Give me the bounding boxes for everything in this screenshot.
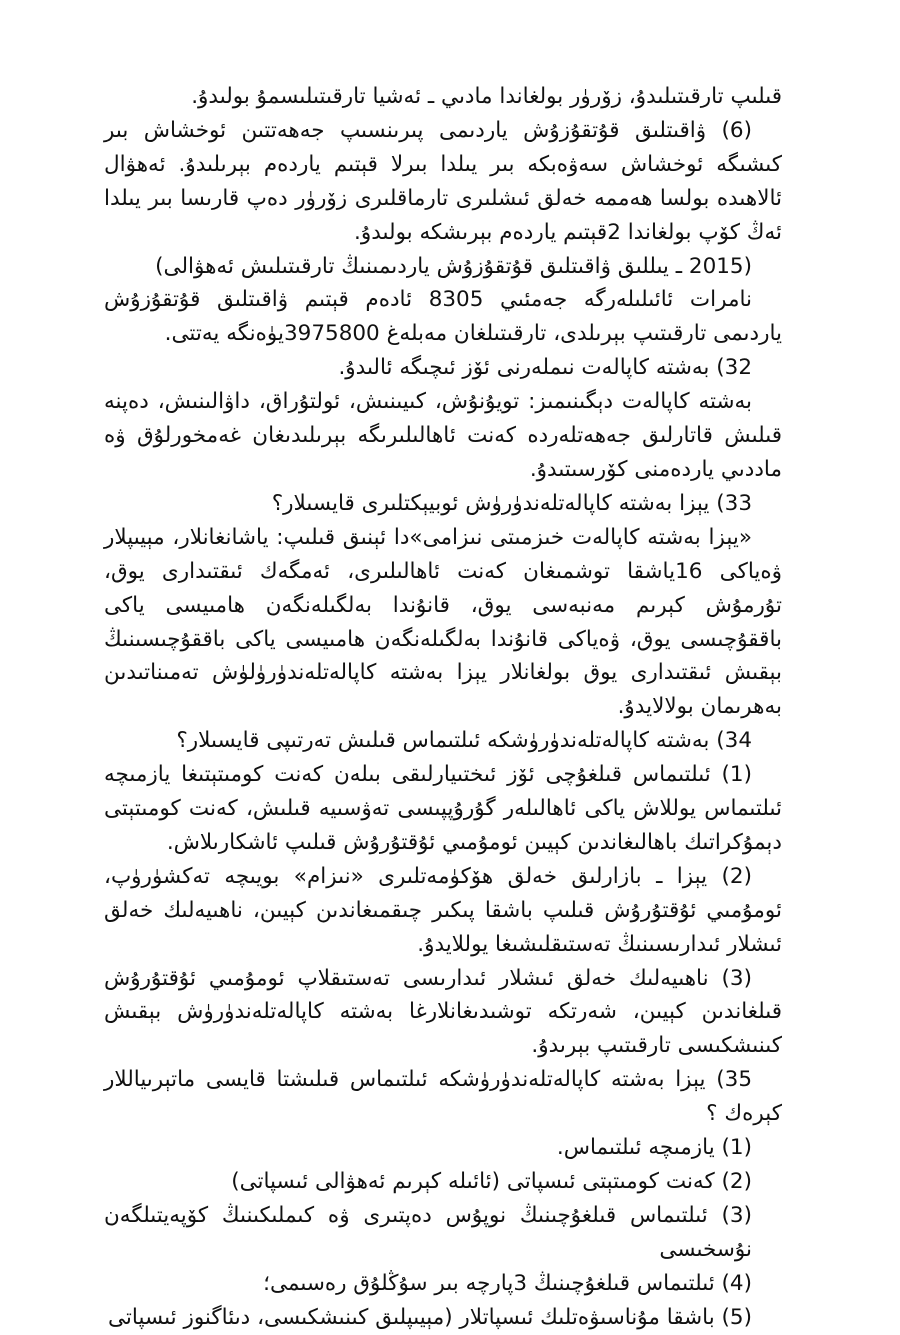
answer-35-item-3: (3) ئىلتىماس قىلغۇچىنىڭ نوپۇس دەپتىرى ۋە كىملىكىنىڭ كۆپەيتىلگەن نۇسخىسى (104, 1202, 752, 1262)
answer-35-item-1: (1) يازمىچە ئىلتىماس. (556, 1135, 752, 1161)
answer-33: «يېزا بەشتە كاپالەت خىزمىتى نىزامى»دا ئېنىق قىلىپ: ياشانغانلار، مېيىپلار ۋەياكى 16ياشقا توشمىغان كەنت ئاھالىلىرى، ئەمگەك ئىقتىدارى يوق، تۇرمۇش كېرىم مەنبەسى يوق، قانۇندا بەلگىلەنگەن ھامىيسى ياكى باققۇچىسى يوق، ۋەياكى قانۇندا بەلگىلەنگەن ھامىيسى ياكى باققۇچىسىنىڭ بېقىش ئىقتىدارى يوق بولغانلار يېزا بەشتە كاپالەتلەندۈرۈلۈش تەمىناتىدىن بەھرىمان بولالايدۇ. (104, 524, 783, 720)
question-35: 35) يېزا بەشتە كاپالەتلەندۈرۈشكە ئىلتىماس قىلىشتا قايسى ماتېرىياللار كېرەك ؟ (104, 1067, 782, 1127)
answer-35-item-4: (4) ئىلتىماس قىلغۇچىنىڭ 3پارچە بىر سۇڭلۇق رەسىمى؛ (263, 1270, 752, 1296)
document-page (104, 80, 783, 1330)
answer-35-item-5: (5) باشقا مۇناسىۋەتلىك ئىسپاتلار (مېيىپلىق كىنىشكىسى، دىئاگنوز ئىسپاتى (108, 1304, 752, 1330)
question-33: 33) يېزا بەشتە كاپالەتلەندۈرۈش ئوبيېكتلىرى قايسىلار؟ (271, 490, 752, 516)
paragraph-stats: نامرات ئائىلىلەرگە جەمئىي 8305 ئادەم قېتىم ۋاقىتلىق قۇتقۇزۇش ياردىمى تارقىتىپ بېرىلدى، تارقىتىلغان مەبلەغ 3975800يۈەنگە يەتتى. (104, 287, 782, 347)
answer-34-step-1: (1) ئىلتىماس قىلغۇچى ئۆز ئىختىيارلىقى بىلەن كەنت كومىتېتىغا يازمىچە ئىلتىماس يوللاش ياكى ئاھالىلەر گۇرۇپپىسى تەۋسىيە قىلىش، كەنت كومىتېتى دېمۇكراتىك باھالىغاندىن كېيىن ئومۇمىي ئۇقتۇرۇش قىلىپ ئاشكارىلاش. (104, 762, 782, 855)
section-heading-2015: (2015 ـ يىللىق ۋاقىتلىق قۇتقۇزۇش ياردىمىنىڭ تارقىتىلىش ئەھۋالى) (155, 253, 752, 279)
answer-35-item-2: (2) كەنت كومىتېتى ئىسپاتى (ئائىلە كېرىم ئەھۋالى ئىسپاتى) (231, 1169, 752, 1194)
answer-34-step-2: (2) يېزا ـ بازارلىق خەلق ھۆكۈمەتلىرى «نىزام» بويىچە تەكشۈرۈپ، ئومۇمىي ئۇقتۇرۇش قىلىپ باشقا پىكىر چىقمىغاندىن كېيىن، ناھىيەلىك خەلق ئىشلار ئىدارىسىنىڭ تەستىقلىشىغا يوللايدۇ. (104, 863, 782, 957)
paragraph-item-6: (6) ۋاقىتلىق قۇتقۇزۇش ياردىمى پىرىنسىپ جەھەتتىن ئوخشاش بىر كىشىگە ئوخشاش سەۋەبكە بىر يىلدا بىرلا قېتىم ياردەم بېرىلىدۇ. ئەھۋال ئالاھىدە بولسا ھەممە خەلق ئىشلىرى تارماقلىرى زۆرۈر دەپ قارىسا بىر يىلدا ئەڭ كۆپ بولغاندا 2قېتىم ياردەم بېرىشكە بولىدۇ. (104, 117, 782, 245)
question-32: 32) بەشتە كاپالەت نىملەرنى ئۆز ئىچىگە ئالىدۇ. (338, 355, 752, 381)
answer-34-step-3: (3) ناھىيەلىك خەلق ئىشلار ئىدارىسى تەستىقلاپ ئومۇمىي ئۇقتۇرۇش قىلغاندىن كېيىن، شەرتكە توشىدىغانلارغا بەشتە كاپالەتلەندۈرۈش بېقىش كىنىشكىسى تارقىتىپ بېرىدۇ. (104, 965, 782, 1059)
question-34: 34) بەشتە كاپالەتلەندۈرۈشكە ئىلتىماس قىلىش تەرتىپى قايسىلار؟ (176, 728, 752, 754)
paragraph-1: قىلىپ تارقىتىلىدۇ، زۆرۈر بولغاندا مادىي ـ ئەشيا تارقىتىلىسمۇ بولىدۇ. (191, 84, 782, 109)
answer-32: بەشتە كاپالەت دېگىنىمىز: تويۇنۇش، كىيىنىش، ئولتۇراق، داۋالىنىش، دەپنە قىلىش قاتارلىق جەھەتلەردە كەنت ئاھالىلىرىگە بېرىلىدىغان غەمخورلۇق ۋە ماددىي ياردەمنى كۆرسىتىدۇ. (104, 389, 782, 482)
